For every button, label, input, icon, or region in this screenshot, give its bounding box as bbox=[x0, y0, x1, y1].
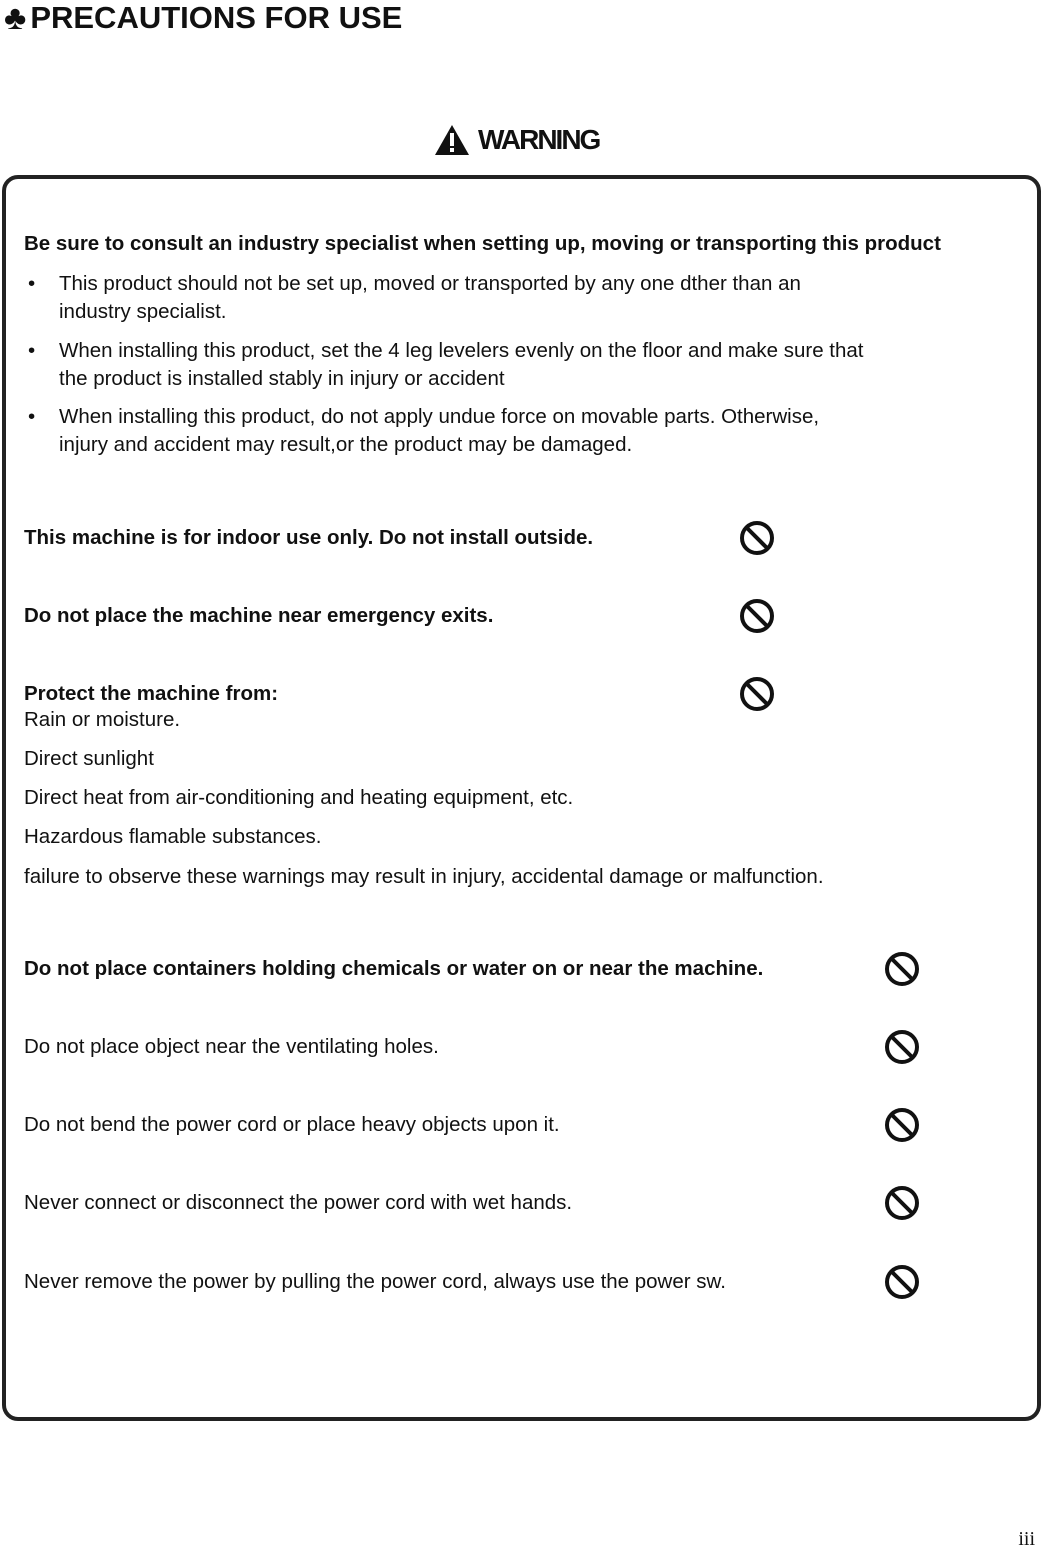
page-number: iii bbox=[1018, 1528, 1035, 1548]
protect-item: Direct heat from air-conditioning and heating equipment, etc. bbox=[24, 786, 574, 809]
prohibited-icon bbox=[739, 520, 775, 556]
warning-triangle-icon bbox=[434, 124, 470, 156]
protect-item: Hazardous flamable substances. bbox=[24, 825, 322, 848]
rule-indoor: This machine is for indoor use only. Do not install outside. bbox=[24, 526, 594, 549]
rule-wet-hands: Never connect or disconnect the power cord with wet hands. bbox=[24, 1191, 573, 1214]
prohibited-icon bbox=[884, 1107, 920, 1143]
bullet: • bbox=[28, 405, 36, 428]
club-icon: ♣ bbox=[4, 0, 27, 37]
protect-heading: Protect the machine from: bbox=[24, 682, 279, 705]
bullet-text: When installing this product, set the 4 leg levelers evenly on the floor and make sure that bbox=[59, 339, 864, 362]
rule-exits: Do not place the machine near emergency exits. bbox=[24, 604, 494, 627]
bullet-text: the product is installed stably in injury or accident bbox=[59, 367, 505, 390]
bullet-text: When installing this product, do not apply undue force on movable parts. Otherwise, bbox=[59, 405, 820, 428]
rule-pull-cord: Never remove the power by pulling the power cord, always use the power sw. bbox=[24, 1270, 726, 1293]
prohibited-icon bbox=[739, 598, 775, 634]
bullet-text: injury and accident may result,or the product may be damaged. bbox=[59, 433, 633, 456]
protect-item: failure to observe these warnings may result in injury, accidental damage or malfunction. bbox=[24, 865, 824, 888]
rule-cord-bend: Do not bend the power cord or place heavy objects upon it. bbox=[24, 1113, 560, 1136]
prohibited-icon bbox=[739, 676, 775, 712]
bullet-text: industry specialist. bbox=[59, 300, 227, 323]
section-heading: Be sure to consult an industry specialist when setting up, moving or transporting this product bbox=[24, 232, 941, 255]
rule-vents: Do not place object near the ventilating holes. bbox=[24, 1035, 439, 1058]
bullet-text: This product should not be set up, moved or transported by any one dther than an bbox=[59, 272, 801, 295]
prohibited-icon bbox=[884, 1029, 920, 1065]
warning-label: WARNING bbox=[478, 124, 600, 155]
page-title bbox=[4, 0, 402, 36]
bullet: • bbox=[28, 272, 36, 295]
protect-item: Direct sunlight bbox=[24, 747, 154, 770]
prohibited-icon bbox=[884, 1264, 920, 1300]
warning-heading bbox=[434, 124, 599, 156]
title-text: PRECAUTIONS FOR USE bbox=[30, 0, 403, 35]
protect-item: Rain or moisture. bbox=[24, 708, 181, 731]
rule-containers: Do not place containers holding chemicals or water on or near the machine. bbox=[24, 957, 764, 980]
bullet: • bbox=[28, 339, 36, 362]
prohibited-icon bbox=[884, 1185, 920, 1221]
prohibited-icon bbox=[884, 951, 920, 987]
